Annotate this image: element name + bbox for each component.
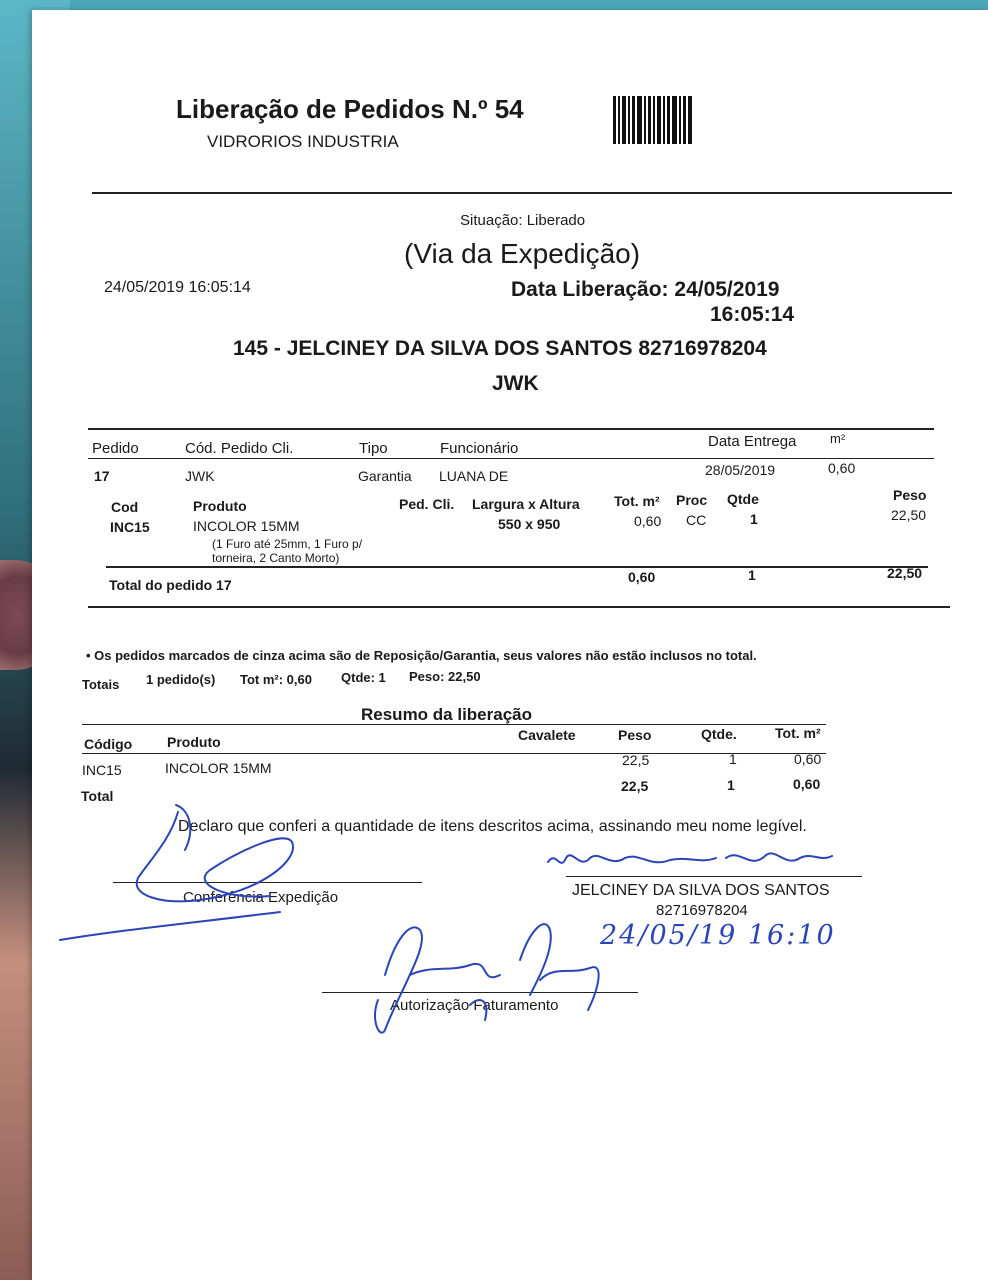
- conference-signature-line: [113, 882, 422, 883]
- col-header-cod-pedido-cli: Cód. Pedido Cli.: [185, 440, 294, 457]
- signer-document: 82716978204: [656, 902, 748, 919]
- conference-label: Conferência Expedição: [183, 889, 339, 906]
- summary-title: Resumo da liberação: [361, 705, 533, 724]
- item-header-tot-m2: Tot. m²: [614, 493, 660, 509]
- totals-peso: Peso: 22,50: [409, 669, 481, 684]
- totals-orders: 1 pedido(s): [146, 672, 216, 687]
- item-proc: CC: [686, 512, 707, 528]
- summary-row-codigo: INC15: [82, 762, 122, 778]
- table-top-rule: [88, 428, 934, 430]
- item-tot-m2: 0,60: [634, 513, 662, 529]
- signer-name: JELCINEY DA SILVA DOS SANTOS: [572, 882, 830, 899]
- item-qtde: 1: [750, 511, 758, 527]
- item-header-produto: Produto: [193, 498, 247, 514]
- status-situacao: Situação: Liberado: [460, 212, 586, 229]
- item-header-qtde: Qtde: [727, 491, 759, 507]
- handwritten-date: 24/05/19 16:10: [600, 920, 836, 951]
- table-bottom-rule: [88, 606, 950, 608]
- row-pedido: 17: [94, 468, 110, 484]
- totals-m2: Tot m²: 0,60: [240, 672, 312, 687]
- totals-label: Totais: [82, 677, 120, 692]
- client-ref: JWK: [492, 372, 539, 395]
- item-header-largura-altura: Largura x Altura: [472, 496, 580, 512]
- col-header-data-entrega: Data Entrega: [708, 433, 797, 450]
- summary-top-rule: [82, 724, 826, 725]
- row-cod-pedido-cli: JWK: [185, 468, 215, 484]
- declaration-text: Declaro que conferi a quantidade de itens descritos acima, assinando meu nome legível.: [178, 818, 807, 835]
- client-signature-line: [566, 876, 862, 877]
- item-produto: INCOLOR 15MM: [193, 518, 300, 534]
- order-total-label: Total do pedido 17: [109, 577, 232, 593]
- item-header-peso: Peso: [893, 487, 927, 503]
- client-line: 145 - JELCINEY DA SILVA DOS SANTOS 82716978204: [233, 337, 767, 360]
- row-funcionario: LUANA DE: [439, 468, 509, 484]
- item-cod: INC15: [110, 519, 150, 535]
- col-header-pedido: Pedido: [92, 440, 139, 457]
- row-data-entrega: 28/05/2019: [705, 462, 776, 478]
- item-header-proc: Proc: [676, 492, 708, 508]
- order-total-peso: 22,50: [887, 565, 923, 581]
- replacement-note: • Os pedidos marcados de cinza acima são de Reposição/Garantia, seus valores não estão inclusos no total.: [86, 648, 757, 663]
- totals-qtde: Qtde: 1: [341, 670, 386, 685]
- document-page: [32, 10, 988, 1280]
- summary-header-codigo: Código: [84, 736, 133, 752]
- row-tipo: Garantia: [358, 468, 412, 484]
- order-total-m2: 0,60: [628, 569, 656, 585]
- summary-row-produto: INCOLOR 15MM: [165, 760, 272, 776]
- summary-header-qtde: Qtde.: [701, 726, 737, 742]
- summary-header-produto: Produto: [167, 734, 221, 750]
- order-total-qtde: 1: [748, 567, 756, 583]
- summary-total-peso: 22,5: [621, 778, 649, 794]
- authorization-signature-line: [322, 992, 638, 993]
- item-header-ped-cli: Ped. Cli.: [399, 496, 455, 512]
- summary-row-tot-m2: 0,60: [794, 751, 822, 767]
- summary-row-qtde: 1: [729, 751, 737, 767]
- document-title: Liberação de Pedidos N.º 54: [176, 94, 524, 124]
- col-header-tipo: Tipo: [359, 440, 388, 457]
- item-dimensoes: 550 x 950: [498, 516, 561, 532]
- summary-header-cavalete: Cavalete: [518, 727, 576, 743]
- row-m2: 0,60: [828, 460, 856, 476]
- copy-type: (Via da Expedição): [404, 238, 641, 269]
- item-obs: (1 Furo até 25mm, 1 Furo p/ torneira, 2 Canto Morto): [212, 537, 363, 565]
- item-header-cod: Cod: [111, 499, 139, 515]
- summary-total-qtde: 1: [727, 777, 735, 793]
- company-name: VIDRORIOS INDUSTRIA: [207, 132, 399, 151]
- summary-header-tot-m2: Tot. m²: [775, 725, 821, 741]
- summary-header-rule: [82, 753, 826, 754]
- release-date: Data Liberação: 24/05/2019: [511, 278, 780, 301]
- header-divider: [92, 192, 952, 194]
- item-peso: 22,50: [891, 507, 927, 523]
- summary-total-label: Total: [81, 788, 114, 804]
- summary-total-tot-m2: 0,60: [793, 776, 821, 792]
- col-header-m2: m²: [830, 431, 846, 446]
- authorization-label: Autorização Faturamento: [390, 997, 559, 1014]
- barcode-image: [613, 96, 705, 144]
- summary-row-peso: 22,5: [622, 752, 650, 768]
- summary-header-peso: Peso: [618, 727, 652, 743]
- issue-datetime: 24/05/2019 16:05:14: [104, 279, 251, 296]
- table-header-rule: [88, 458, 934, 459]
- total-rule: [106, 566, 928, 568]
- release-time: 16:05:14: [710, 303, 795, 326]
- col-header-funcionario: Funcionário: [440, 440, 519, 457]
